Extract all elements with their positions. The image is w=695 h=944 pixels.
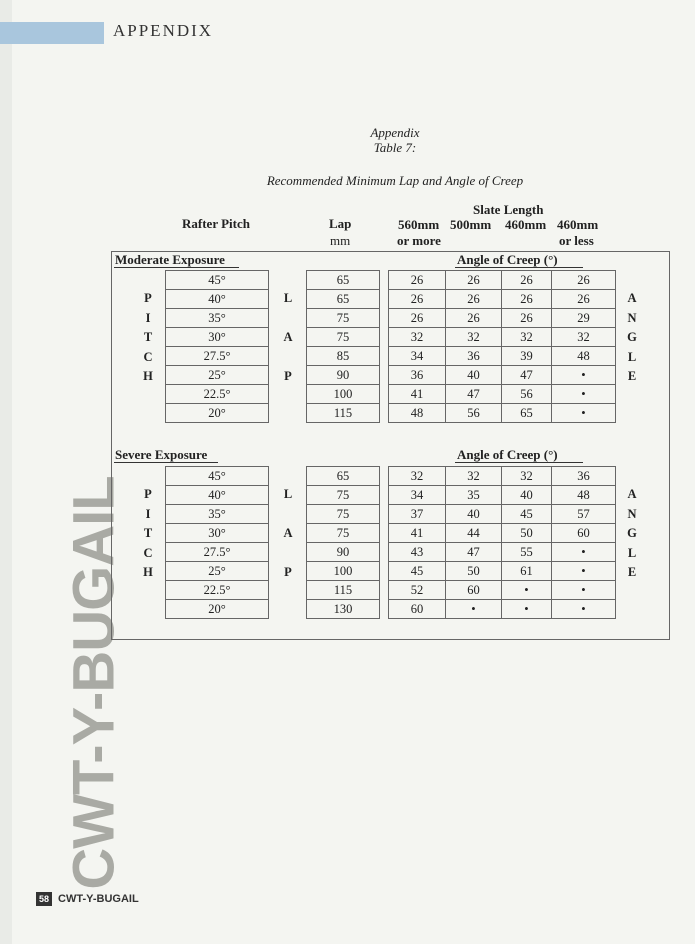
table-title: Recommended Minimum Lap and Angle of Creep bbox=[266, 173, 524, 188]
table-row bbox=[166, 524, 269, 543]
angle-cell: 45 bbox=[502, 505, 552, 524]
angle-letter: N bbox=[627, 310, 637, 325]
moderate-angle-table bbox=[388, 270, 616, 423]
angle-cell: 45 bbox=[389, 562, 446, 581]
angle-cell: 32 bbox=[552, 328, 616, 347]
table-row bbox=[389, 524, 616, 543]
pitch-cell: 27.5° bbox=[166, 347, 269, 366]
table-row bbox=[307, 309, 380, 328]
lap-body bbox=[307, 467, 380, 619]
angle-cell: • bbox=[552, 404, 616, 423]
angle-cell: 48 bbox=[389, 404, 446, 423]
pitch-cell: 40° bbox=[166, 486, 269, 505]
angle-cell: 56 bbox=[502, 385, 552, 404]
angle-cell: 26 bbox=[552, 271, 616, 290]
angle-cell: 36 bbox=[389, 366, 446, 385]
angle-cell: 60 bbox=[446, 581, 502, 600]
slate-length-header: Slate Length bbox=[473, 202, 544, 217]
moderate-underline bbox=[114, 267, 239, 268]
lap-letter: A bbox=[283, 330, 293, 344]
table-row bbox=[166, 467, 269, 486]
angle-cell: 32 bbox=[389, 467, 446, 486]
angle-cell: 26 bbox=[502, 271, 552, 290]
rafter-pitch-header: Rafter Pitch bbox=[182, 216, 250, 231]
lap-cell: 85 bbox=[307, 347, 380, 366]
length-560: 560mm bbox=[398, 217, 440, 232]
pitch-letter: I bbox=[145, 310, 151, 325]
pitch-cell: 27.5° bbox=[166, 543, 269, 562]
table-row bbox=[166, 600, 269, 619]
table-row bbox=[166, 505, 269, 524]
pitch-cell: 40° bbox=[166, 290, 269, 309]
angle-cell: 41 bbox=[389, 385, 446, 404]
angle-cell: 61 bbox=[502, 562, 552, 581]
table-row bbox=[389, 467, 616, 486]
severe-pitch-table bbox=[165, 466, 269, 619]
pitch-body bbox=[166, 271, 269, 423]
pitch-letter: I bbox=[145, 506, 151, 521]
table-row bbox=[166, 347, 269, 366]
angle-cell: 60 bbox=[552, 524, 616, 543]
severe-angle-header: Angle of Creep (°) bbox=[457, 447, 558, 462]
table-row bbox=[389, 271, 616, 290]
angle-cell: 41 bbox=[389, 524, 446, 543]
table-row bbox=[307, 328, 380, 347]
moderate-exposure-label: Moderate Exposure bbox=[115, 252, 225, 267]
angle-cell: 56 bbox=[446, 404, 502, 423]
angle-letter: E bbox=[627, 565, 637, 579]
angle-cell: • bbox=[446, 600, 502, 619]
table-row bbox=[166, 290, 269, 309]
table-row bbox=[307, 467, 380, 486]
header-band bbox=[0, 22, 104, 44]
angle-letter: G bbox=[627, 526, 637, 540]
table-row bbox=[389, 562, 616, 581]
angle-body bbox=[389, 467, 616, 619]
lap-cell: 75 bbox=[307, 505, 380, 524]
section-label: APPENDIX bbox=[113, 21, 214, 40]
table-row bbox=[389, 309, 616, 328]
length-460a: 460mm bbox=[505, 217, 547, 232]
pitch-cell: 20° bbox=[166, 404, 269, 423]
table-row bbox=[166, 543, 269, 562]
angle-cell: 48 bbox=[552, 347, 616, 366]
moderate-pitch-table bbox=[165, 270, 269, 423]
pitch-cell: 20° bbox=[166, 600, 269, 619]
lap-cell: 115 bbox=[307, 581, 380, 600]
table-row bbox=[389, 600, 616, 619]
pitch-cell: 45° bbox=[166, 271, 269, 290]
lap-cell: 115 bbox=[307, 404, 380, 423]
angle-cell: 35 bbox=[446, 486, 502, 505]
severe-exposure-label: Severe Exposure bbox=[115, 447, 208, 462]
angle-cell: 26 bbox=[502, 290, 552, 309]
angle-cell: 50 bbox=[446, 562, 502, 581]
angle-letter: A bbox=[627, 291, 637, 305]
angle-cell: • bbox=[502, 600, 552, 619]
angle-cell: 32 bbox=[502, 328, 552, 347]
angle-cell: 32 bbox=[389, 328, 446, 347]
angle-cell: 40 bbox=[446, 505, 502, 524]
angle-cell: 55 bbox=[502, 543, 552, 562]
table-row bbox=[307, 290, 380, 309]
table-row bbox=[166, 328, 269, 347]
table-row bbox=[166, 581, 269, 600]
lap-header: Lap bbox=[329, 216, 352, 231]
or-less-label: or less bbox=[559, 233, 594, 248]
pitch-letter: T bbox=[143, 526, 153, 540]
angle-cell: 36 bbox=[446, 347, 502, 366]
lap-cell: 75 bbox=[307, 524, 380, 543]
angle-cell: 36 bbox=[552, 467, 616, 486]
pitch-letter: P bbox=[144, 487, 152, 501]
pitch-letter: P bbox=[144, 291, 152, 305]
length-460b: 460mm bbox=[557, 217, 599, 232]
pitch-cell: 22.5° bbox=[166, 385, 269, 404]
caption-line2: Table 7: bbox=[373, 140, 417, 155]
angle-cell: 34 bbox=[389, 347, 446, 366]
table-row bbox=[307, 385, 380, 404]
angle-cell: 32 bbox=[446, 328, 502, 347]
angle-cell: 26 bbox=[446, 290, 502, 309]
table-row bbox=[307, 505, 380, 524]
table-row bbox=[389, 366, 616, 385]
table-row bbox=[307, 562, 380, 581]
angle-cell: 39 bbox=[502, 347, 552, 366]
lap-body bbox=[307, 271, 380, 423]
pitch-letter: C bbox=[143, 545, 153, 560]
angle-cell: 57 bbox=[552, 505, 616, 524]
table-row bbox=[166, 562, 269, 581]
pitch-letter: C bbox=[143, 349, 153, 364]
angle-cell: • bbox=[552, 543, 616, 562]
pitch-cell: 30° bbox=[166, 328, 269, 347]
angle-cell: 26 bbox=[552, 290, 616, 309]
severe-underline bbox=[114, 462, 218, 463]
lap-cell: 65 bbox=[307, 290, 380, 309]
lap-cell: 75 bbox=[307, 309, 380, 328]
angle-letter: L bbox=[627, 545, 637, 560]
caption-line1: Appendix bbox=[370, 125, 420, 140]
length-500: 500mm bbox=[450, 217, 492, 232]
lap-unit: mm bbox=[330, 233, 351, 248]
footer-publication: CWT-Y-BUGAIL bbox=[58, 893, 139, 905]
table-row bbox=[166, 486, 269, 505]
angle-cell: 26 bbox=[389, 271, 446, 290]
lap-cell: 100 bbox=[307, 562, 380, 581]
pitch-cell: 35° bbox=[166, 505, 269, 524]
table-row bbox=[389, 347, 616, 366]
lap-letter: P bbox=[284, 565, 292, 579]
angle-cell: 40 bbox=[502, 486, 552, 505]
table-row bbox=[389, 290, 616, 309]
lap-cell: 75 bbox=[307, 328, 380, 347]
lap-cell: 90 bbox=[307, 366, 380, 385]
angle-letter: G bbox=[627, 330, 637, 344]
angle-cell: 26 bbox=[389, 290, 446, 309]
angle-cell: 32 bbox=[502, 467, 552, 486]
severe-angle-table bbox=[388, 466, 616, 619]
table-row bbox=[166, 271, 269, 290]
angle-cell: • bbox=[502, 581, 552, 600]
angle-cell: 29 bbox=[552, 309, 616, 328]
lap-cell: 75 bbox=[307, 486, 380, 505]
pitch-cell: 45° bbox=[166, 467, 269, 486]
angle-cell: 32 bbox=[446, 467, 502, 486]
table-row bbox=[307, 581, 380, 600]
angle-body bbox=[389, 271, 616, 423]
angle-cell: • bbox=[552, 581, 616, 600]
angle-cell: 26 bbox=[446, 271, 502, 290]
lap-letter: A bbox=[283, 526, 293, 540]
lap-letter: P bbox=[284, 369, 292, 383]
angle-cell: 50 bbox=[502, 524, 552, 543]
angle-cell: 34 bbox=[389, 486, 446, 505]
vertical-title: CWT-Y-BUGAIL bbox=[61, 476, 127, 890]
pitch-cell: 30° bbox=[166, 524, 269, 543]
moderate-lap-table bbox=[306, 270, 380, 423]
angle-cell: 26 bbox=[446, 309, 502, 328]
angle-letter: E bbox=[627, 369, 637, 383]
table-row bbox=[389, 385, 616, 404]
severe-lap-table bbox=[306, 466, 380, 619]
lap-cell: 65 bbox=[307, 271, 380, 290]
table-row bbox=[307, 271, 380, 290]
table-row bbox=[389, 486, 616, 505]
lap-cell: 100 bbox=[307, 385, 380, 404]
table-row bbox=[389, 328, 616, 347]
angle-cell: • bbox=[552, 366, 616, 385]
angle-cell: • bbox=[552, 385, 616, 404]
lap-cell: 65 bbox=[307, 467, 380, 486]
angle-letter: A bbox=[627, 487, 637, 501]
table-row bbox=[307, 404, 380, 423]
table-row bbox=[389, 404, 616, 423]
table-row bbox=[389, 543, 616, 562]
pitch-letter: H bbox=[143, 565, 153, 579]
table-row bbox=[166, 404, 269, 423]
angle-cell: 60 bbox=[389, 600, 446, 619]
angle-cell: 48 bbox=[552, 486, 616, 505]
moderate-angle-header: Angle of Creep (°) bbox=[457, 252, 558, 267]
angle-cell: 44 bbox=[446, 524, 502, 543]
page-number-badge: 58 bbox=[36, 892, 52, 906]
table-row bbox=[307, 486, 380, 505]
pitch-body bbox=[166, 467, 269, 619]
pitch-cell: 35° bbox=[166, 309, 269, 328]
table-row bbox=[307, 600, 380, 619]
table-row bbox=[166, 309, 269, 328]
angle-cell: • bbox=[552, 600, 616, 619]
angle-cell: 47 bbox=[502, 366, 552, 385]
table-row bbox=[389, 581, 616, 600]
angle-cell: • bbox=[552, 562, 616, 581]
angle-cell: 37 bbox=[389, 505, 446, 524]
table-row bbox=[307, 543, 380, 562]
table-row bbox=[166, 385, 269, 404]
angle-cell: 47 bbox=[446, 385, 502, 404]
moderate-angle-underline bbox=[455, 267, 583, 268]
pitch-letter: T bbox=[143, 330, 153, 344]
lap-cell: 90 bbox=[307, 543, 380, 562]
angle-letter: L bbox=[627, 349, 637, 364]
angle-cell: 52 bbox=[389, 581, 446, 600]
angle-cell: 26 bbox=[389, 309, 446, 328]
lap-letter: L bbox=[283, 291, 293, 305]
table-row bbox=[166, 366, 269, 385]
angle-letter: N bbox=[627, 506, 637, 521]
pitch-cell: 22.5° bbox=[166, 581, 269, 600]
angle-cell: 47 bbox=[446, 543, 502, 562]
pitch-letter: H bbox=[143, 369, 153, 383]
angle-cell: 43 bbox=[389, 543, 446, 562]
lap-letter: L bbox=[283, 487, 293, 501]
table-row bbox=[389, 505, 616, 524]
table-row bbox=[307, 366, 380, 385]
angle-cell: 65 bbox=[502, 404, 552, 423]
angle-cell: 26 bbox=[502, 309, 552, 328]
pitch-cell: 25° bbox=[166, 366, 269, 385]
pitch-cell: 25° bbox=[166, 562, 269, 581]
or-more-label: or more bbox=[397, 233, 441, 248]
table-row bbox=[307, 347, 380, 366]
table-row bbox=[307, 524, 380, 543]
severe-angle-underline bbox=[455, 462, 583, 463]
angle-cell: 40 bbox=[446, 366, 502, 385]
lap-cell: 130 bbox=[307, 600, 380, 619]
